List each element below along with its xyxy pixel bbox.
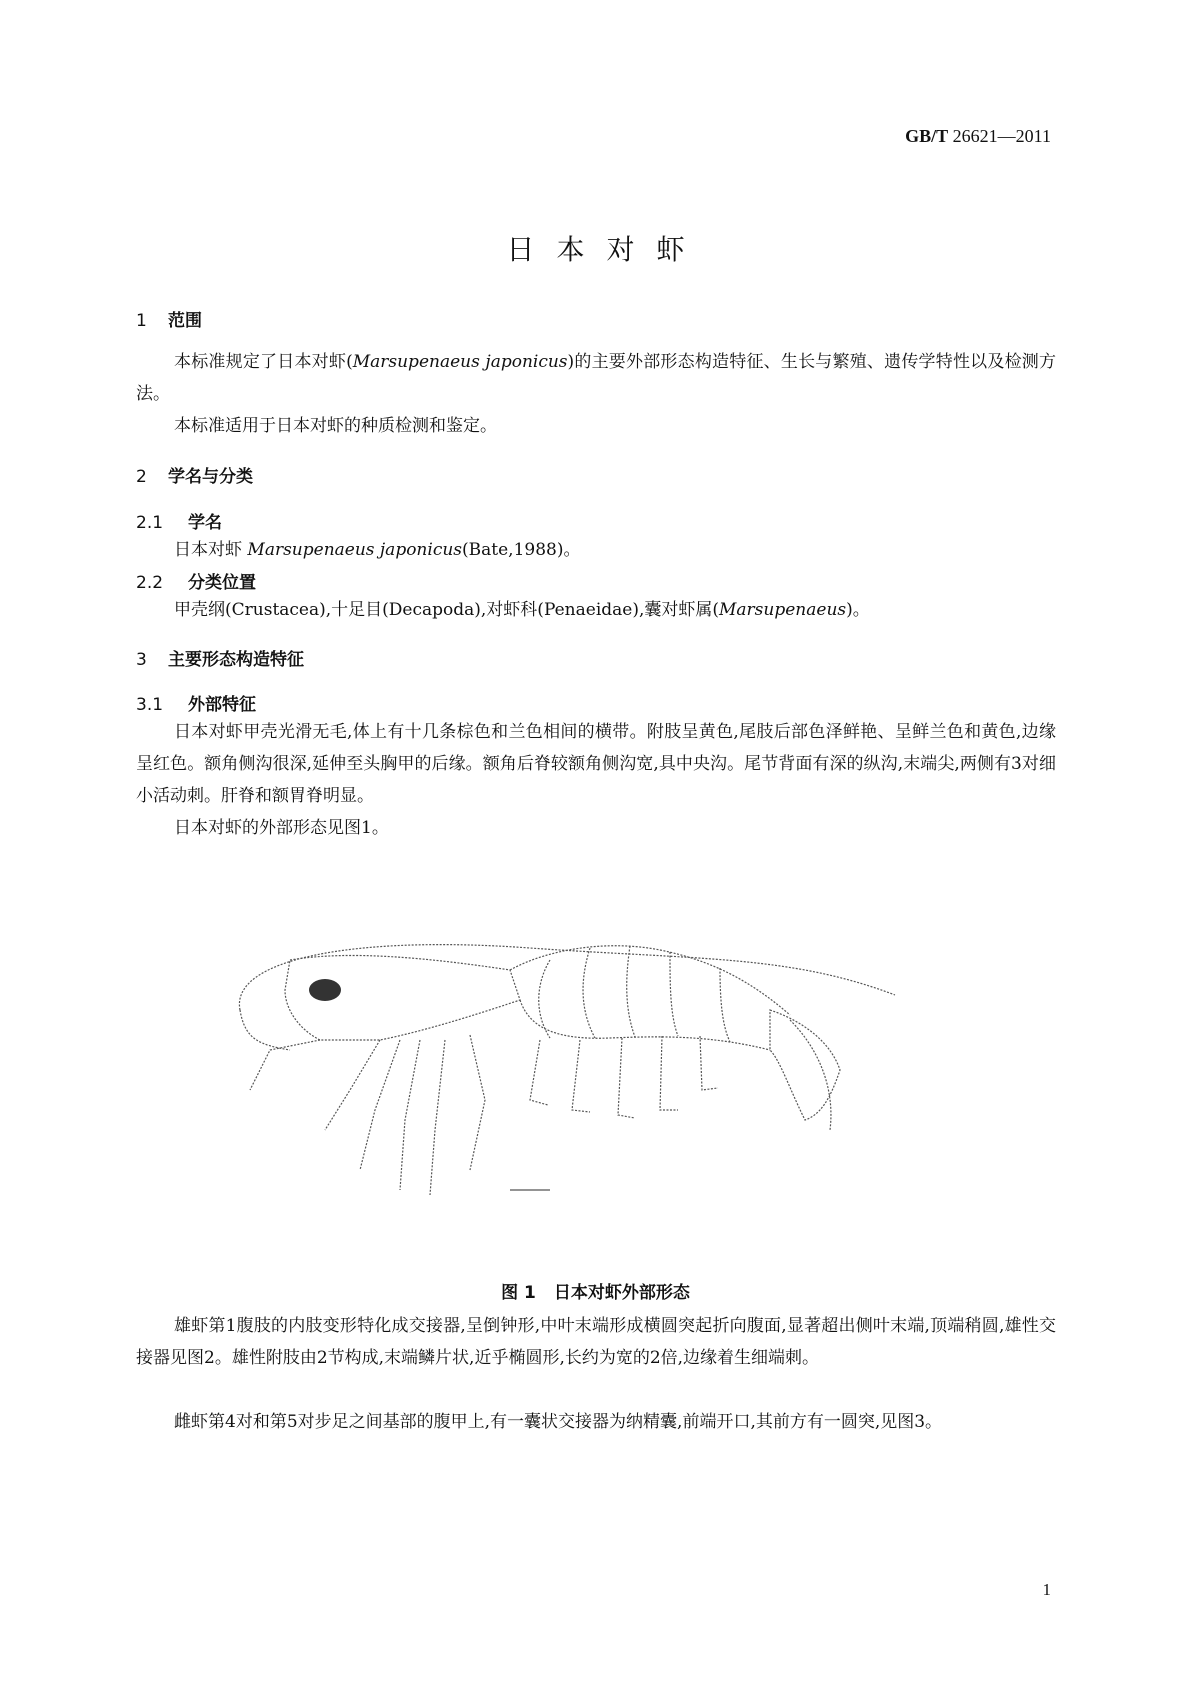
external-features-paragraph: 日本对虾甲壳光滑无毛,体上有十几条棕色和兰色相间的横带。附肢呈黄色,尾肢后部色泽鲜艳、呈鲜兰色和黄色,边缘呈红色。额角侧沟很深,延伸至头胸甲的后缘。额角后脊较额角侧沟宽,具中央沟。尾节背面有深的纵沟,末端尖,两侧有3对细小活动刺。肝脊和额胃脊明显。 [136, 722, 1056, 806]
page-number: 1 [1042, 1580, 1051, 1599]
figure-reference-paragraph: 日本对虾的外部形态见图1。 [174, 818, 389, 838]
leg-line [660, 1036, 678, 1110]
standard-prefix: GB/T [905, 126, 949, 146]
page-title: 日本对虾 [506, 233, 707, 266]
latin-name: Marsupenaeus japonicus [247, 540, 463, 560]
text-run: 本标准规定了日本对虾( [174, 352, 353, 372]
section-title: 学名 [188, 513, 222, 533]
figure-title: 日本对虾外部形态 [553, 1283, 690, 1303]
text-run: )。 [846, 600, 870, 620]
section-title: 分类位置 [188, 573, 256, 593]
leg-line [325, 1040, 380, 1130]
text-run: )的主要外部形态构造特征、生长与繁殖、遗传学特性以及检测方法。 [136, 352, 1057, 404]
segment-line [539, 960, 550, 1038]
shrimp-eye [309, 979, 341, 1001]
tail-fan-outline [770, 1010, 840, 1120]
leg-line [700, 1036, 718, 1090]
section-number: 2.2 [136, 573, 164, 593]
section-number: 2 [136, 467, 147, 487]
leg-line [530, 1040, 548, 1105]
section-3-1-heading [136, 690, 256, 715]
standard-code [905, 126, 1051, 147]
leg-line [618, 1038, 635, 1118]
segment-line [583, 948, 595, 1038]
antenna-line [239, 945, 895, 1010]
leg-line [400, 1040, 420, 1190]
text-run: 甲壳纲(Crustacea),十足目(Decapoda),对虾科(Penaeidae),囊对虾属( [174, 600, 720, 620]
standard-number: 26621—2011 [952, 126, 1051, 146]
scope-paragraph [136, 346, 1056, 410]
text-run: 日本对虾 [174, 540, 248, 560]
figure-caption [0, 1278, 1191, 1303]
section-3-heading [136, 645, 304, 670]
abdomen-top-outline [510, 946, 790, 1015]
section-1-heading [136, 306, 202, 331]
leg-line [572, 1040, 590, 1112]
latin-name: Marsupenaeus [719, 600, 847, 620]
section-title: 外部特征 [188, 695, 256, 715]
female-thelycum-paragraph: 雌虾第4对和第5对步足之间基部的腹甲上,有一囊状交接器为纳精囊,前端开口,其前方有一圆突,见图3。 [174, 1412, 943, 1432]
section-number: 3.1 [136, 695, 164, 715]
section-2-2-heading [136, 568, 256, 593]
section-title: 学名与分类 [168, 467, 253, 487]
classification-paragraph [136, 594, 1056, 626]
leg-line [430, 1040, 445, 1195]
section-number: 3 [136, 650, 147, 670]
text-run: (Bate,1988)。 [462, 540, 581, 560]
segment-line [720, 968, 730, 1042]
scientific-name-paragraph [136, 534, 1056, 566]
male-copulatory-paragraph: 雄虾第1腹肢的内肢变形特化成交接器,呈倒钟形,中叶末端形成横圆突起折向腹面,显著超出侧叶末端,顶端稍圆,雄性交接器见图2。雄性附肢由2节构成,末端鳞片状,近乎椭圆形,长约为宽的2倍,边缘着生细端刺。 [136, 1316, 1056, 1368]
segment-line [670, 952, 678, 1036]
segment-line [627, 946, 635, 1037]
leg-line [360, 1040, 400, 1170]
section-title: 主要形态构造特征 [168, 650, 304, 670]
tail-fan-line [790, 1020, 831, 1130]
leg-line [470, 1035, 485, 1170]
section-2-1-heading [136, 508, 222, 533]
section-number: 2.1 [136, 513, 164, 533]
latin-name: Marsupenaeus japonicus [352, 352, 568, 372]
shrimp-illustration [230, 940, 950, 1240]
abdomen-bottom-outline [520, 1000, 770, 1050]
antenna-line [240, 1010, 290, 1050]
section-number: 1 [136, 311, 147, 331]
section-2-heading [136, 462, 253, 487]
antennule-line [250, 1040, 320, 1090]
section-title: 范围 [168, 311, 202, 331]
applicability-paragraph: 本标准适用于日本对虾的种质检测和鉴定。 [174, 416, 497, 436]
figure-label: 图 1 [501, 1283, 536, 1303]
